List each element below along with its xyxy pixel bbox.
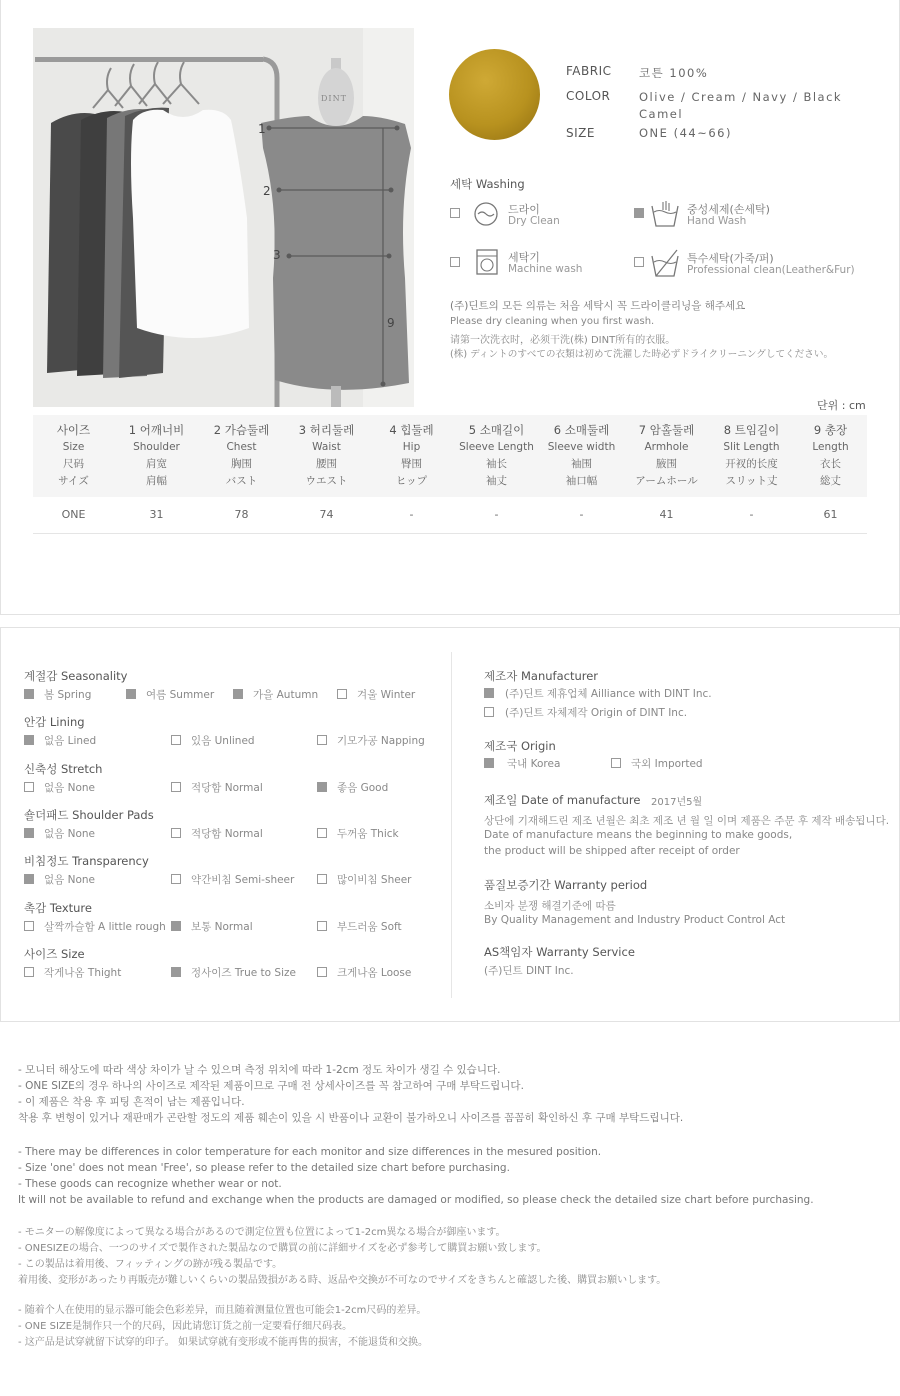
header-cn: 袖长 (486, 458, 507, 470)
hand-wash-checkbox (634, 208, 644, 218)
table-cell: 31 (114, 497, 199, 533)
professional-clean-icon (650, 248, 680, 278)
header-ko: 9 총장 (813, 423, 848, 437)
manufacturer-alliance-checkbox (484, 688, 494, 698)
size-table-header-cell (709, 415, 794, 497)
professional-clean-checkbox (634, 257, 644, 267)
size-table-header-cell (33, 415, 114, 497)
header-cn: 肩宽 (146, 458, 167, 470)
dry-clean-label-en: Dry Clean (508, 215, 560, 227)
table-cell: - (454, 497, 539, 533)
size-table-header-cell (199, 415, 284, 497)
size-table-header-cell (539, 415, 624, 497)
header-ko: 1 어깨너비 (128, 423, 185, 437)
machine-wash-label: 세탁기 (508, 251, 540, 264)
attribute-option-label: 없음 None (44, 782, 96, 794)
attribute-option-label: 없음 None (44, 874, 96, 886)
size-table-header-row (33, 415, 867, 497)
manufacturer-origin-checkbox (484, 707, 494, 717)
attribute-title: 사이즈 Size (24, 947, 85, 961)
size-table (33, 415, 867, 534)
attribute-option-label: 여름 Summer (146, 689, 215, 701)
color-value-line2: Camel (639, 107, 684, 121)
attribute-option-label: 부드러움 Soft (337, 921, 402, 933)
header-jp: 総丈 (820, 475, 841, 487)
manufacture-date-note-en: Date of manufacture means the beginning to make goods, (484, 829, 793, 841)
attribute-title: 숄더패드 Shoulder Pads (24, 808, 154, 822)
header-ko: 3 허리둘레 (298, 423, 355, 437)
header-en: Shoulder (133, 441, 180, 453)
header-en: Waist (312, 441, 341, 453)
size-value: ONE (44~66) (639, 126, 732, 140)
header-cn: 袖围 (571, 458, 592, 470)
attribute-checkbox (171, 828, 181, 838)
attribute-option-label: 적당함 Normal (191, 782, 263, 794)
dry-clean-icon (472, 201, 500, 227)
disclaimer-line-cn: - ONE SIZE是制作只一个的尺码，因此请您订货之前一定要看仔细尺码表。 (18, 1321, 353, 1332)
warranty-service-title: AS책임자 Warranty Service (484, 945, 635, 959)
table-cell: - (369, 497, 454, 533)
disclaimer-line-en: It will not be available to refund and exchange when the products are damaged or modified, so please check the detailed size chart before purchasing. (18, 1194, 814, 1206)
attribute-checkbox (24, 828, 34, 838)
product-photo-illustration (33, 28, 414, 407)
mannequin-logo: DINT (321, 94, 347, 103)
header-ko: 2 가슴둘레 (213, 423, 270, 437)
warranty-note-ko: 소비자 분쟁 해결기준에 따름 (484, 900, 616, 912)
header-en: Chest (226, 441, 257, 453)
manufacture-date-value: 2017년5월 (651, 797, 703, 808)
header-jp: ウエスト (305, 475, 348, 487)
table-cell: 78 (199, 497, 284, 533)
professional-clean-label: 특수세탁(가죽/퍼) (687, 252, 774, 265)
attribute-checkbox (171, 735, 181, 745)
attribute-checkbox (233, 689, 243, 699)
table-cell: ONE (33, 497, 114, 533)
size-table-header-cell (624, 415, 709, 497)
attribute-option-label: 있음 Unlined (191, 735, 255, 747)
warranty-service-value: (주)딘트 DINT Inc. (484, 965, 574, 977)
manufacturer-origin-label: (주)딘트 자체제작 Origin of DINT Inc. (505, 707, 688, 719)
attribute-checkbox (317, 921, 327, 931)
attribute-checkbox (317, 967, 327, 977)
attribute-title: 안감 Lining (24, 715, 85, 729)
attribute-checkbox (24, 735, 34, 745)
attribute-option-label: 두꺼움 Thick (337, 828, 399, 840)
disclaimer-line-ko: - 모니터 해상도에 따라 색상 차이가 날 수 있으며 측정 위치에 따라 1-2cm 정도 차이가 생길 수 있습니다. (18, 1064, 501, 1076)
attribute-option-label: 없음 Lined (44, 735, 97, 747)
header-en: Hip (402, 441, 421, 453)
attribute-option-label: 약간비침 Semi-sheer (191, 874, 295, 886)
attribute-option-label: 작게나옴 Thight (44, 967, 122, 979)
header-ko: 7 암홀둘레 (638, 423, 695, 437)
disclaimer-line-ko: - ONE SIZE의 경우 하나의 사이즈로 제작된 제품이므로 구매 전 상세사이즈를 꼭 참고하여 구매 부탁드립니다. (18, 1080, 524, 1092)
header-jp: ヒップ (395, 475, 428, 487)
attribute-option-label: 없음 None (44, 828, 96, 840)
measure-mark-2: 2 (263, 184, 271, 198)
header-ko: 8 트임길이 (723, 423, 780, 437)
attribute-checkbox (24, 689, 34, 699)
header-ko: 4 힙둘레 (389, 423, 434, 437)
measure-mark-3: 3 (273, 248, 281, 262)
disclaimer-line-ko: 착용 후 변형이 있거나 재판매가 곤란할 정도의 제품 훼손이 있을 시 반품이나 교환이 불가하오니 사이즈를 꼼꼼히 확인하신 후 구매 부탁드립니다. (18, 1112, 684, 1124)
size-table-header-cell (284, 415, 369, 497)
header-cn: 胸围 (231, 458, 252, 470)
attribute-checkbox (24, 967, 34, 977)
origin-title: 제조국 Origin (484, 739, 556, 753)
size-table-header-cell (794, 415, 867, 497)
attribute-option-label: 크게나옴 Loose (337, 967, 412, 979)
header-ko: 6 소매둘레 (553, 423, 610, 437)
disclaimer-line-jp: - この製品は着用後、フィッティングの跡が残る製品です。 (18, 1259, 283, 1270)
size-table-header-cell (454, 415, 539, 497)
disclaimer-line-cn: - 随着个人在使用的显示器可能会色彩差异，而且随着测量位置也可能会1-2cm尺码的差异。 (18, 1305, 427, 1316)
size-label: SIZE (566, 126, 595, 140)
attribute-title: 신축성 Stretch (24, 762, 103, 776)
header-cn: 开衩的长度 (725, 458, 778, 470)
header-cn: 尺码 (63, 458, 84, 470)
disclaimer-line-ko: - 이 제품은 착용 후 피팅 흔적이 남는 제품입니다. (18, 1096, 245, 1108)
attribute-title: 촉감 Texture (24, 901, 92, 915)
header-jp: アームホール (635, 475, 698, 487)
header-en: Size (62, 441, 85, 453)
disclaimer-line-en: - These goods can recognize whether wear or not. (18, 1178, 282, 1190)
professional-clean-label-en: Professional clean(Leather&Fur) (687, 264, 855, 276)
header-en: Length (812, 441, 849, 453)
attribute-option-label: 봄 Spring (44, 689, 92, 701)
attribute-checkbox (24, 782, 34, 792)
origin-imported-label: 국외 Imported (631, 758, 703, 770)
attributes-divider (451, 652, 452, 998)
fabric-value: 코튼 100% (639, 66, 709, 80)
disclaimer-line-jp: - モニターの解像度によって異なる場合があるので測定位置も位置によって1-2cm異なる場合が御座います。 (18, 1227, 506, 1238)
fabric-swatch (449, 49, 540, 140)
attribute-checkbox (317, 874, 327, 884)
fabric-label: FABRIC (566, 64, 612, 78)
table-cell: 41 (624, 497, 709, 533)
table-row (33, 497, 867, 533)
color-value: Olive / Cream / Navy / Black (639, 90, 843, 104)
washing-note-ko: (주)딘트의 모든 의류는 처음 세탁시 꼭 드라이클리닝을 해주세요 (450, 300, 746, 312)
header-en: Armhole (644, 441, 689, 453)
header-cn: 腰围 (316, 458, 337, 470)
size-unit: 단위 : cm (817, 399, 866, 412)
header-ko: 사이즈 (56, 423, 91, 437)
attribute-title: 비침정도 Transparency (24, 854, 149, 868)
attribute-option-label: 보통 Normal (191, 921, 253, 933)
measure-mark-9: 9 (387, 316, 395, 330)
header-ko: 5 소매길이 (468, 423, 525, 437)
attribute-checkbox (171, 874, 181, 884)
manufacture-date-note-en-2: the product will be shipped after receipt of order (484, 845, 740, 857)
washing-note-jp: (株) ディントのすべての衣類は初めて洗濯した時必ずドライクリーニングしてください。 (450, 349, 834, 360)
attribute-checkbox (317, 735, 327, 745)
header-cn: 腋围 (656, 458, 677, 470)
machine-wash-checkbox (450, 257, 460, 267)
attribute-option-label: 정사이즈 True to Size (191, 967, 296, 979)
attribute-option-label: 가을 Autumn (253, 689, 319, 701)
origin-imported-checkbox (611, 758, 621, 768)
header-cn: 衣长 (820, 458, 841, 470)
washing-note-en: Please dry cleaning when you first wash. (450, 316, 655, 327)
product-photo (33, 28, 414, 407)
size-table-header-cell (369, 415, 454, 497)
attribute-checkbox (317, 828, 327, 838)
measure-mark-1: 1 (258, 122, 266, 136)
attribute-option-label: 살짝까슬함 A little rough (44, 921, 166, 933)
attribute-option-label: 좋음 Good (337, 782, 389, 794)
hand-wash-label-en: Hand Wash (687, 215, 747, 227)
attribute-option-label: 많이비침 Sheer (337, 874, 412, 886)
header-en: Sleeve Length (459, 441, 534, 453)
attribute-option-label: 기모가공 Napping (337, 735, 425, 747)
header-cn: 臀围 (401, 458, 422, 470)
dry-clean-label: 드라이 (508, 203, 540, 216)
attribute-checkbox (337, 689, 347, 699)
washing-title: 세탁 Washing (450, 177, 525, 191)
attribute-checkbox (24, 921, 34, 931)
washing-machine-icon (475, 248, 499, 276)
washing-note-cn: 请第一次洗衣时，必须干洗(株) DINT所有的衣服。 (450, 335, 676, 346)
attribute-checkbox (24, 874, 34, 884)
warranty-note-en: By Quality Management and Industry Product Control Act (484, 914, 786, 926)
disclaimer-line-en: - Size 'one' does not mean 'Free', so please refer to the detailed size chart before purchasing. (18, 1162, 510, 1174)
disclaimer-line-en: - There may be differences in color temperature for each monitor and size differences in the mesured position. (18, 1146, 602, 1158)
machine-wash-label-en: Machine wash (508, 263, 583, 275)
disclaimer-line-jp: - ONESIZEの場合、一つのサイズで製作された製品なので購買の前に詳細サイズを必ず参考して購買お願い致します。 (18, 1243, 547, 1254)
table-cell: 61 (794, 497, 867, 533)
attribute-checkbox (171, 967, 181, 977)
disclaimer-line-cn: - 这产品是试穿就留下试穿的印子。 如果试穿就有变形或不能再售的损害，不能退货和交换。 (18, 1337, 428, 1348)
manufacture-date-title: 제조일 Date of manufacture (484, 793, 641, 807)
attribute-checkbox (171, 921, 181, 931)
manufacture-date-note-ko: 상단에 기재해드린 제조 년월은 최초 제조 년 월 일 이며 제품은 주문 후 제작 배송됩니다. (484, 815, 890, 827)
header-jp: サイズ (58, 475, 89, 487)
header-jp: バスト (225, 475, 258, 487)
table-cell: 74 (284, 497, 369, 533)
hand-wash-label: 중성세제(손세탁) (687, 203, 770, 216)
origin-korea-checkbox (484, 758, 494, 768)
manufacturer-alliance-label: (주)딘트 제휴업체 Ailliance with DINT Inc. (505, 688, 712, 700)
attribute-checkbox (171, 782, 181, 792)
attribute-checkbox (317, 782, 327, 792)
disclaimer-line-jp: 着用後、変形があったり再販売が難しいくらいの製品毀損がある時、返品や交換が不可なのでサイズをきちんと確認した後、購買お願いします。 (18, 1275, 667, 1286)
header-jp: 袖丈 (486, 475, 507, 487)
header-en: Sleeve width (547, 441, 616, 453)
warranty-title: 품질보증기간 Warranty period (484, 878, 648, 892)
dry-clean-checkbox (450, 208, 460, 218)
attribute-title: 계절감 Seasonality (24, 669, 128, 683)
header-en: Slit Length (723, 441, 780, 453)
header-jp: スリット丈 (725, 475, 778, 487)
hand-wash-icon (650, 200, 680, 228)
table-cell: - (539, 497, 624, 533)
origin-korea-label: 국내 Korea (507, 758, 561, 770)
color-label: COLOR (566, 89, 611, 103)
header-jp: 肩幅 (146, 475, 167, 487)
attribute-option-label: 적당함 Normal (191, 828, 263, 840)
header-jp: 袖口幅 (565, 475, 598, 487)
size-table-header-cell (114, 415, 199, 497)
attribute-option-label: 겨울 Winter (357, 689, 416, 701)
manufacturer-title: 제조자 Manufacturer (484, 669, 599, 683)
table-cell: - (709, 497, 794, 533)
attribute-checkbox (126, 689, 136, 699)
